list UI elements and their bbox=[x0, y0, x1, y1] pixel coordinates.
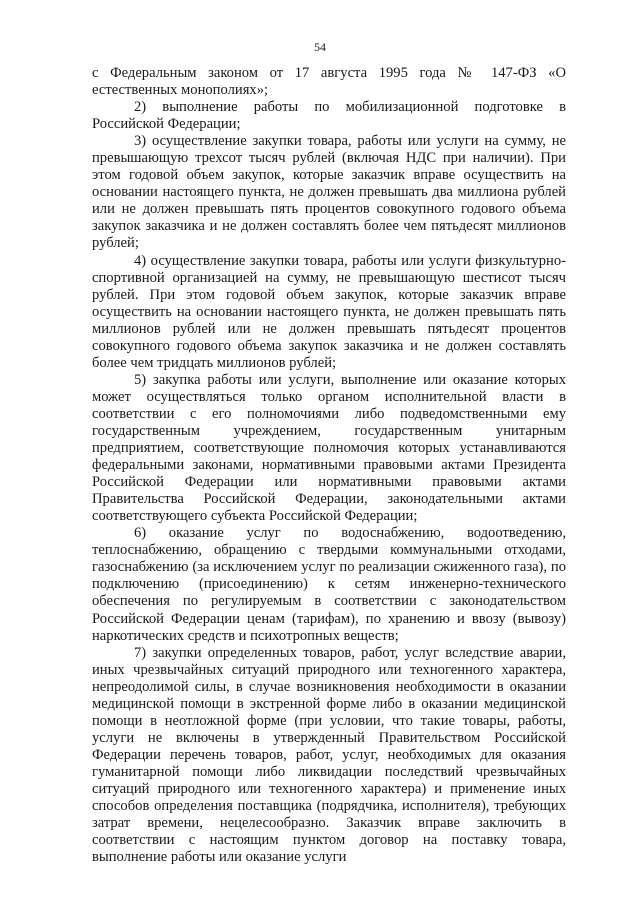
paragraph-item-5: 5) закупка работы или услуги, выполнение или оказание которых может осуществляться только органом исполнительной власти в соответствии с его полномочиями либо подведомственными ему государственным учреждением, государственным унитарным предприятием, соответствующие полномочия которых устанавливаются федеральными законами, нормативными правовыми актами Президента Российской Федерации или нормативными правовыми актами Правительства Российской Федерации, законодательными актами соответствующего субъекта Российской Федерации; bbox=[92, 371, 566, 525]
paragraph-item-6: 6) оказание услуг по водоснабжению, водоотведению, теплоснабжению, обращению с твердыми коммунальными отходами, газоснабжению (за исключением услуг по реализации сжиженного газа), по подключению (присоединению) к сетям инженерно-технического обеспечения по регулируемым в соответствии с законодательством Российской Федерации ценам (тарифам), по хранению и ввозу (вывозу) наркотических средств и психотропных веществ; bbox=[92, 525, 566, 644]
paragraph-item-7: 7) закупки определенных товаров, работ, услуг вследствие аварии, иных чрезвычайных ситуаций природного или техногенного характера, непреодолимой силы, в случае возникновения необходимости в оказании медицинской помощи в экстренной форме либо в оказании медицинской помощи в неотложной форме (при условии, что такие товары, работы, услуги не включены в утвержденный Правительством Российской Федерации перечень товаров, работ, услуг, необходимых для оказания гуманитарной помощи либо ликвидации последствий чрезвычайных ситуаций природного или техногенного характера) и применение иных способов определения поставщика (подрядчика, исполнителя), требующих затрат времени, нецелесообразно. Заказчик вправе заключить в соответствии с настоящим пунктом договор на поставку товара, выполнение работы или оказание услуги bbox=[92, 644, 566, 866]
paragraph-continuation: с Федеральным законом от 17 августа 1995 года № 147-ФЗ «О естественных монополиях»; bbox=[92, 65, 566, 99]
paragraph-item-2: 2) выполнение работы по мобилизационной подготовке в Российской Федерации; bbox=[92, 99, 566, 133]
page-number: 54 bbox=[314, 40, 326, 54]
paragraph-item-4: 4) осуществление закупки товара, работы или услуги физкультурно-спортивной организацией на сумму, не превышающую шестисот тысяч рублей. При этом годовой объем закупок, которые заказчик вправе осуществить на основании настоящего пункта, не должен превышать пять миллионов рублей или не должен превышать пятьдесят процентов совокупного годового объема закупок заказчика и не должен составлять более чем тридцать миллионов рублей; bbox=[92, 252, 566, 371]
document-body bbox=[92, 65, 566, 866]
paragraph-item-3: 3) осуществление закупки товара, работы или услуги на сумму, не превышающую трехсот тысяч рублей (включая НДС при наличии). При этом годовой объем закупок, которые заказчик вправе осуществить на основании настоящего пункта, не должен превышать два миллиона рублей или не должен превышать пять процентов совокупного годового объема закупок заказчика и не должен составлять более чем пятьдесят миллионов рублей; bbox=[92, 133, 566, 252]
